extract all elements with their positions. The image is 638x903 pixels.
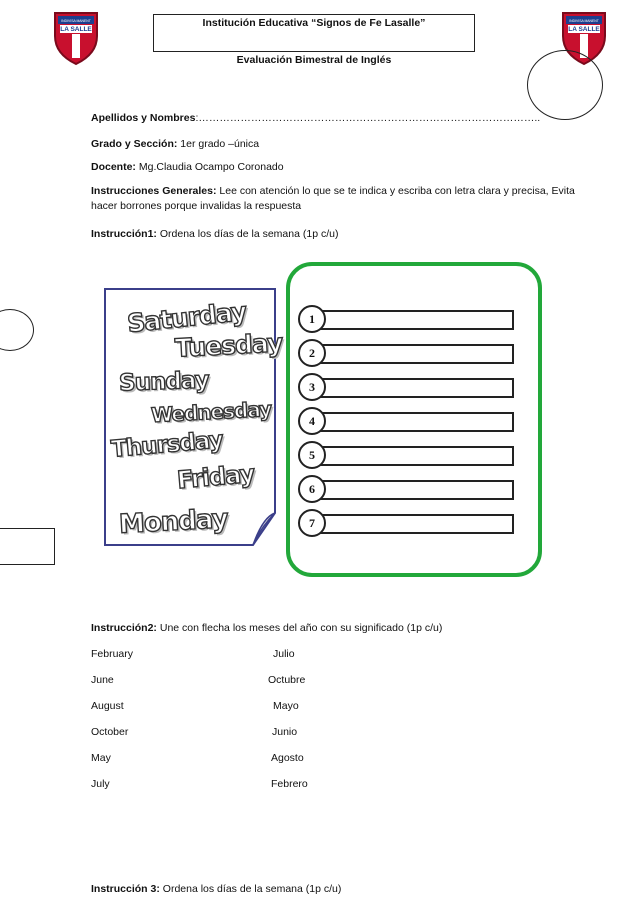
order-number: 5 (298, 441, 326, 469)
month-english[interactable]: July (91, 778, 110, 790)
institution-title: Institución Educativa “Signos de Fe Lasalle” (202, 17, 426, 29)
instruction-3 (91, 882, 341, 896)
instruction-1 (91, 227, 338, 241)
day-word-monday: Monday (118, 504, 229, 540)
order-row (290, 407, 530, 435)
logo-motto: INDIVISA MANENT (61, 19, 91, 23)
instruction-3-label: Instrucción 3: (91, 883, 160, 895)
order-number: 3 (298, 373, 326, 401)
teacher-value: Mg.Claudia Ocampo Coronado (135, 161, 284, 173)
month-english[interactable]: May (91, 752, 111, 764)
name-label: Apellidos y Nombres (91, 112, 196, 124)
margin-box (0, 528, 55, 565)
month-spanish[interactable]: Junio (272, 726, 298, 738)
grade-oval (527, 50, 603, 120)
month-spanish[interactable]: Octubre (268, 674, 306, 686)
days-word-card (103, 287, 283, 547)
grade-label: Grado y Sección: (91, 138, 178, 150)
order-answer-field[interactable] (316, 310, 514, 330)
instruction-2-text: Une con flecha los meses del año con su significado (1p c/u) (156, 622, 443, 634)
month-spanish[interactable]: Agosto (271, 752, 304, 764)
day-word-tuesday: Tuesday (174, 328, 283, 363)
teacher-label: Docente: (91, 161, 136, 173)
ordering-panel (286, 262, 542, 577)
teacher-line (91, 160, 284, 174)
month-english[interactable]: August (91, 700, 124, 712)
order-row (290, 509, 530, 537)
general-instructions-label: Instrucciones Generales: (91, 185, 217, 197)
day-word-friday: Friday (175, 459, 256, 495)
order-row (290, 305, 530, 333)
order-answer-field[interactable] (316, 344, 514, 364)
day-word-saturday: Saturday (125, 296, 248, 339)
margin-circle (0, 309, 34, 351)
order-answer-field[interactable] (316, 378, 514, 398)
day-word-thursday: Thursday (110, 427, 224, 463)
general-instructions-line2: hacer borrones porque invalidas la respuesta (91, 200, 302, 212)
instruction-1-text: Ordena los días de la semana (1p c/u) (156, 228, 339, 240)
month-spanish[interactable]: Mayo (273, 700, 299, 712)
order-answer-field[interactable] (316, 412, 514, 432)
order-row (290, 373, 530, 401)
order-row (290, 441, 530, 469)
logo-text: LA SALLE (60, 26, 92, 33)
month-spanish[interactable]: Julio (273, 648, 295, 660)
month-spanish[interactable]: Febrero (271, 778, 308, 790)
name-blank: :…………………………………………………………………………………….. (195, 112, 541, 124)
instruction-3-text: Ordena los días de la semana (1p c/u) (159, 883, 342, 895)
order-row (290, 475, 530, 503)
month-english[interactable]: October (91, 726, 129, 738)
general-instructions-text: Lee con atención lo que se te indica y escriba con letra clara y precisa, Evita (216, 185, 575, 197)
instruction-2-label: Instrucción2: (91, 622, 157, 634)
month-english[interactable]: February (91, 648, 134, 660)
order-answer-field[interactable] (316, 514, 514, 534)
instruction-1-label: Instrucción1: (91, 228, 157, 240)
order-number: 6 (298, 475, 326, 503)
order-answer-field[interactable] (316, 480, 514, 500)
order-answer-field[interactable] (316, 446, 514, 466)
order-number: 7 (298, 509, 326, 537)
grade-value: 1er grado –única (177, 138, 260, 150)
logo-motto: INDIVISA MANENT (569, 19, 599, 23)
school-shield-logo-left (52, 10, 100, 66)
order-number: 4 (298, 407, 326, 435)
order-row (290, 339, 530, 367)
order-number: 2 (298, 339, 326, 367)
logo-text: LA SALLE (568, 26, 600, 33)
name-line (91, 111, 540, 125)
order-number: 1 (298, 305, 326, 333)
month-english[interactable]: June (91, 674, 114, 686)
instruction-2 (91, 621, 442, 635)
day-word-sunday: Sunday (118, 367, 210, 397)
day-word-wednesday: Wednesday (150, 396, 272, 428)
exam-title: Evaluación Bimestral de Inglés (236, 54, 392, 66)
grade-line (91, 137, 259, 151)
general-instructions-line1 (91, 184, 575, 198)
